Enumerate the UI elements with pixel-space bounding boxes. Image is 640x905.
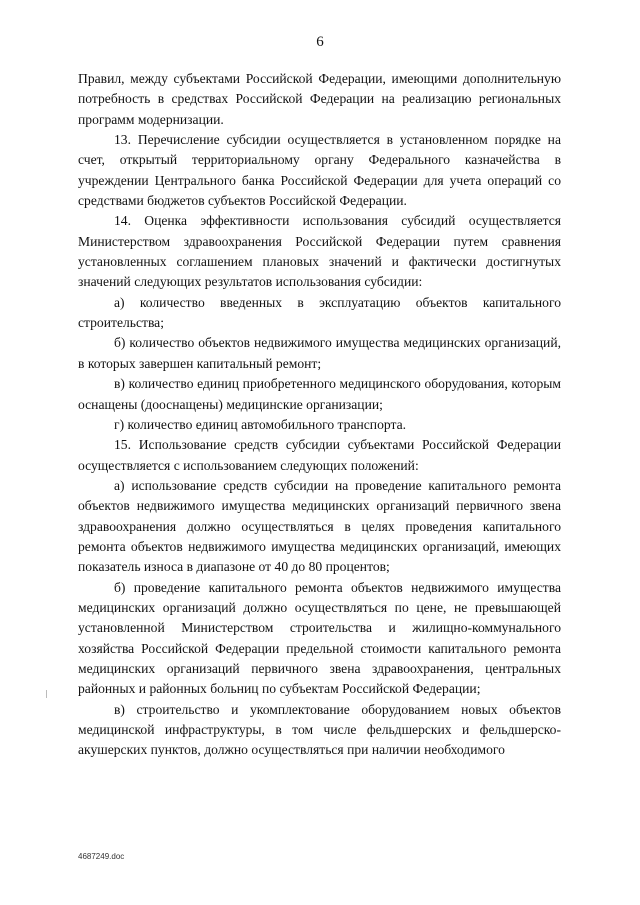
paragraph-14-v: в) количество единиц приобретенного медицинского оборудования, которым оснащены (дооснащены) медицинские организации; <box>78 376 561 412</box>
paragraph-13: 13. Перечисление субсидии осуществляется в установленном порядке на счет, открытый территориальному органу Федерального казначейства в учреждении Центрального банка Российской Федерации для учета операций со средствами бюджетов субъектов Российской Федерации. <box>78 132 561 209</box>
margin-mark <box>46 690 47 698</box>
paragraph-15-b: б) проведение капитального ремонта объектов недвижимого имущества медицинских организаций должно осуществляться по цене, не превышающей установленной Министерством строительства и жилищно-коммунального хозяйства Российской Федерации предельной стоимости капитального ремонта медицинских организаций первичного звена здравоохранения, центральных районных и районных больниц по субъектам Российской Федерации; <box>78 579 561 697</box>
paragraph-14-a: а) количество введенных в эксплуатацию объектов капитального строительства; <box>78 294 561 331</box>
paragraph-15-v: в) строительство и укомплектование оборудованием новых объектов медицинской инфраструктуры, в том числе фельдшерских и фельдшерско-акушерских пунктов, должно осуществляться при наличии необходимого <box>78 701 561 758</box>
paragraph-continuation: Правил, между субъектами Российской Федерации, имеющими дополнительную потребность в средствах Российской Федерации на реализацию региональных программ модернизации. <box>78 71 561 127</box>
paragraph-15-a: а) использование средств субсидии на проведение капитального ремонта объектов недвижимого имущества медицинских организаций первичного звена здравоохранения должно осуществляться в целях проведения капитального ремонта объектов недвижимого имущества медицинских организаций, имеющих показатель износа в диапазоне от 40 до 80 процентов; <box>78 477 561 575</box>
footer-filename: 4687249.doc <box>78 852 125 861</box>
document-body <box>78 69 561 761</box>
paragraph-14: 14. Оценка эффективности использования субсидий осуществляется Министерством здравоохранения Российской Федерации путем сравнения установленных соглашением плановых значений и фактически достигнутых значений следующих результатов использования субсидии: <box>78 213 561 290</box>
page-number: 6 <box>316 34 324 50</box>
paragraph-14-b: б) количество объектов недвижимого имущества медицинских организаций, в которых завершен капитальный ремонт; <box>78 335 561 371</box>
paragraph-15: 15. Использование средств субсидии субъектами Российской Федерации осуществляется с использованием следующих положений: <box>78 437 561 473</box>
paragraph-14-g: г) количество единиц автомобильного транспорта. <box>114 416 407 432</box>
